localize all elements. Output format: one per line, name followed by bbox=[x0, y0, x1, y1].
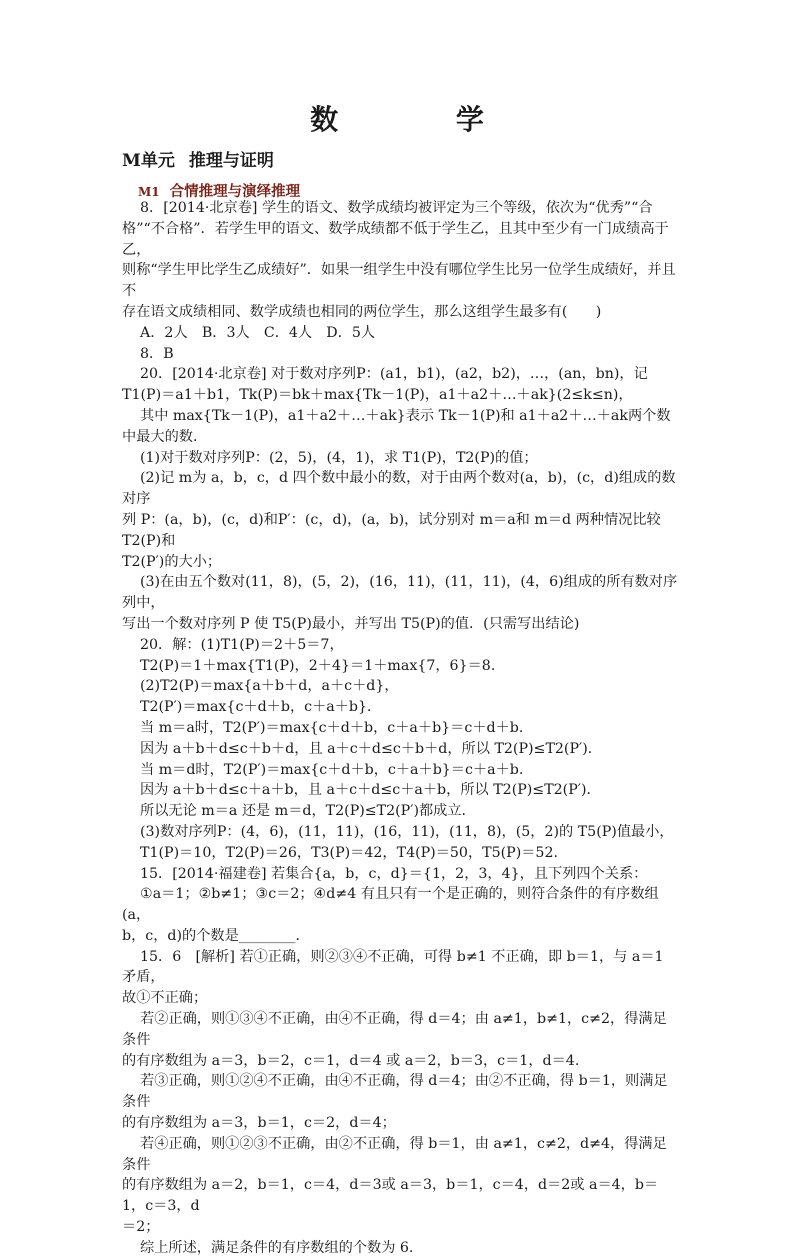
text-line: 若②正确，则①③④不正确，由④不正确，得 d＝4；由 a≠1，b≠1，c≠2，得满足条件 bbox=[122, 1011, 667, 1048]
text-line: 则称“学生甲比学生乙成绩好”．如果一组学生中没有哪位学生比另一位学生成绩好，并且不 bbox=[122, 262, 676, 300]
text-line: (2)T2(P)＝max{a＋b＋d，a＋c＋d}， bbox=[140, 678, 399, 695]
unit-heading bbox=[122, 146, 274, 171]
text-line: 的有序数组为 a＝3，b＝2，c＝1，d＝4 或 a＝2，b＝3，c＝1，d＝4. bbox=[122, 1052, 580, 1069]
text-line: 当 m＝a时，T2(P′)＝max{c＋d＋b，c＋a＋b}＝c＋d＋b. bbox=[140, 719, 524, 736]
text-line: T1(P)＝10，T2(P)＝26，T3(P)＝42，T4(P)＝50，T5(P)＝52. bbox=[140, 844, 558, 861]
section-title: 合情推理与演绎推理 bbox=[169, 183, 301, 200]
unit-subtitle: 推理与证明 bbox=[188, 151, 274, 171]
text-line: 综上所述，满足条件的有序数组的个数为 6. bbox=[140, 1239, 414, 1256]
text-line: 的有序数组为 a＝3，b＝1，c＝2，d＝4； bbox=[122, 1115, 396, 1132]
text-line: 当 m＝d时，T2(P′)＝max{c＋d＋b，c＋a＋b}＝c＋a＋b. bbox=[140, 761, 524, 778]
section-code: M1 bbox=[138, 185, 160, 199]
text-line: A．2人 B．3人 C．4人 D．5人 bbox=[140, 324, 376, 341]
text-line: 故①不正确； bbox=[122, 990, 208, 1007]
text-line: T2(P)＝1＋max{T1(P)，2＋4}＝1＋max{7，6}＝8. bbox=[140, 657, 496, 674]
page-title: 数 学 bbox=[310, 103, 538, 136]
text-line: 所以无论 m＝a 还是 m＝d，T2(P)≤T2(P′)都成立． bbox=[140, 803, 476, 820]
text-line: T2(P′)的大小； bbox=[122, 553, 222, 570]
text-line: 20．[2014·北京卷] 对于数对序列P：(a1，b1)，(a2，b2)，…，(an，bn)，记 bbox=[140, 366, 648, 383]
text-line: 存在语文成绩相同、数学成绩也相同的两位学生，那么这组学生最多有( ) bbox=[122, 303, 602, 320]
text-line: 格”“不合格”．若学生甲的语文、数学成绩都不低于学生乙，且其中至少有一门成绩高于乙， bbox=[122, 220, 669, 258]
text-line: 的有序数组为 a＝2，b＝1，c＝4，d＝3或 a＝3，b＝1，c＝4，d＝2或 a＝4，b＝1，c＝3，d bbox=[122, 1177, 659, 1215]
text-line: (3)数对序列P：(4，6)，(11，11)，(16，11)，(11，8)，(5，2)的 T5(P)值最小， bbox=[140, 823, 674, 840]
text-line: 写出一个数对序列 P 使 T5(P)最小，并写出 T5(P)的值．(只需写出结论) bbox=[122, 615, 580, 632]
text-line: (1)对于数对序列P：(2，5)，(4，1)，求 T1(P)，T2(P)的值； bbox=[140, 449, 538, 466]
unit-label: M单元 bbox=[122, 151, 175, 171]
text-line: b，c，d)的个数是________． bbox=[122, 927, 310, 944]
text-line: (3)在由五个数对(11，8)，(5，2)，(16，11)，(11，11)，(4，6)组成的所有数对序列中， bbox=[122, 574, 678, 612]
text-line: 列 P：(a，b)，(c，d)和P′：(c，d)，(a，b)，试分别对 m＝a和 m＝d 两种情况比较 T2(P)和 bbox=[122, 511, 661, 549]
text-line: 其中 max{Tk－1(P)，a1＋a2＋…＋ak}表示 Tk－1(P)和 a1＋a2＋…＋ak两个数中最大的数． bbox=[122, 407, 671, 445]
text-line: 15．[2014·福建卷] 若集合{a，b，c，d}＝{1，2，3，4}，且下列四个关系： bbox=[140, 865, 648, 882]
text-line: ＝2； bbox=[122, 1219, 160, 1236]
text-line: (2)记 m为 a，b，c，d 四个数中最小的数，对于由两个数对(a，b)，(c，d)组成的数对序 bbox=[122, 470, 676, 508]
text-line: 15．6 [解析] 若①正确，则②③④不正确，可得 b≠1 不正确，即 b＝1，与 a＝1 矛盾， bbox=[122, 948, 664, 986]
text-line: 因为 a＋b＋d≤c＋b＋d，且 a＋c＋d≤c＋b＋d，所以 T2(P)≤T2(P′)． bbox=[140, 740, 602, 757]
text-line: ①a＝1；②b≠1；③c＝2；④d≠4 有且只有一个是正确的，则符合条件的有序数组(a， bbox=[122, 886, 659, 924]
text-line: 因为 a＋b＋d≤c＋a＋b，且 a＋c＋d≤c＋a＋b，所以 T2(P)≤T2(P′)． bbox=[140, 782, 601, 799]
text-line: T2(P′)＝max{c＋d＋b，c＋a＋b}． bbox=[140, 699, 382, 716]
text-line: 若④正确，则①②③不正确，由②不正确，得 b＝1，由 a≠1，c≠2，d≠4，得满足条件 bbox=[122, 1135, 667, 1173]
text-line: 8．B bbox=[140, 345, 174, 362]
text-line: 20．解：(1)T1(P)＝2＋5＝7， bbox=[140, 636, 344, 653]
document-body bbox=[122, 198, 680, 1259]
text-line: 8．[2014·北京卷] 学生的语文、数学成绩均被评定为三个等级，依次为“优秀”“合 bbox=[140, 200, 653, 216]
text-line: T1(P)＝a1＋b1，Tk(P)＝bk＋max{Tk－1(P)，a1＋a2＋…＋ak}(2≤k≤n)， bbox=[122, 387, 633, 404]
text-line: 若③正确，则①②④不正确，由④不正确，得 d＝4；由②不正确，得 b＝1，则满足条件 bbox=[122, 1073, 668, 1111]
